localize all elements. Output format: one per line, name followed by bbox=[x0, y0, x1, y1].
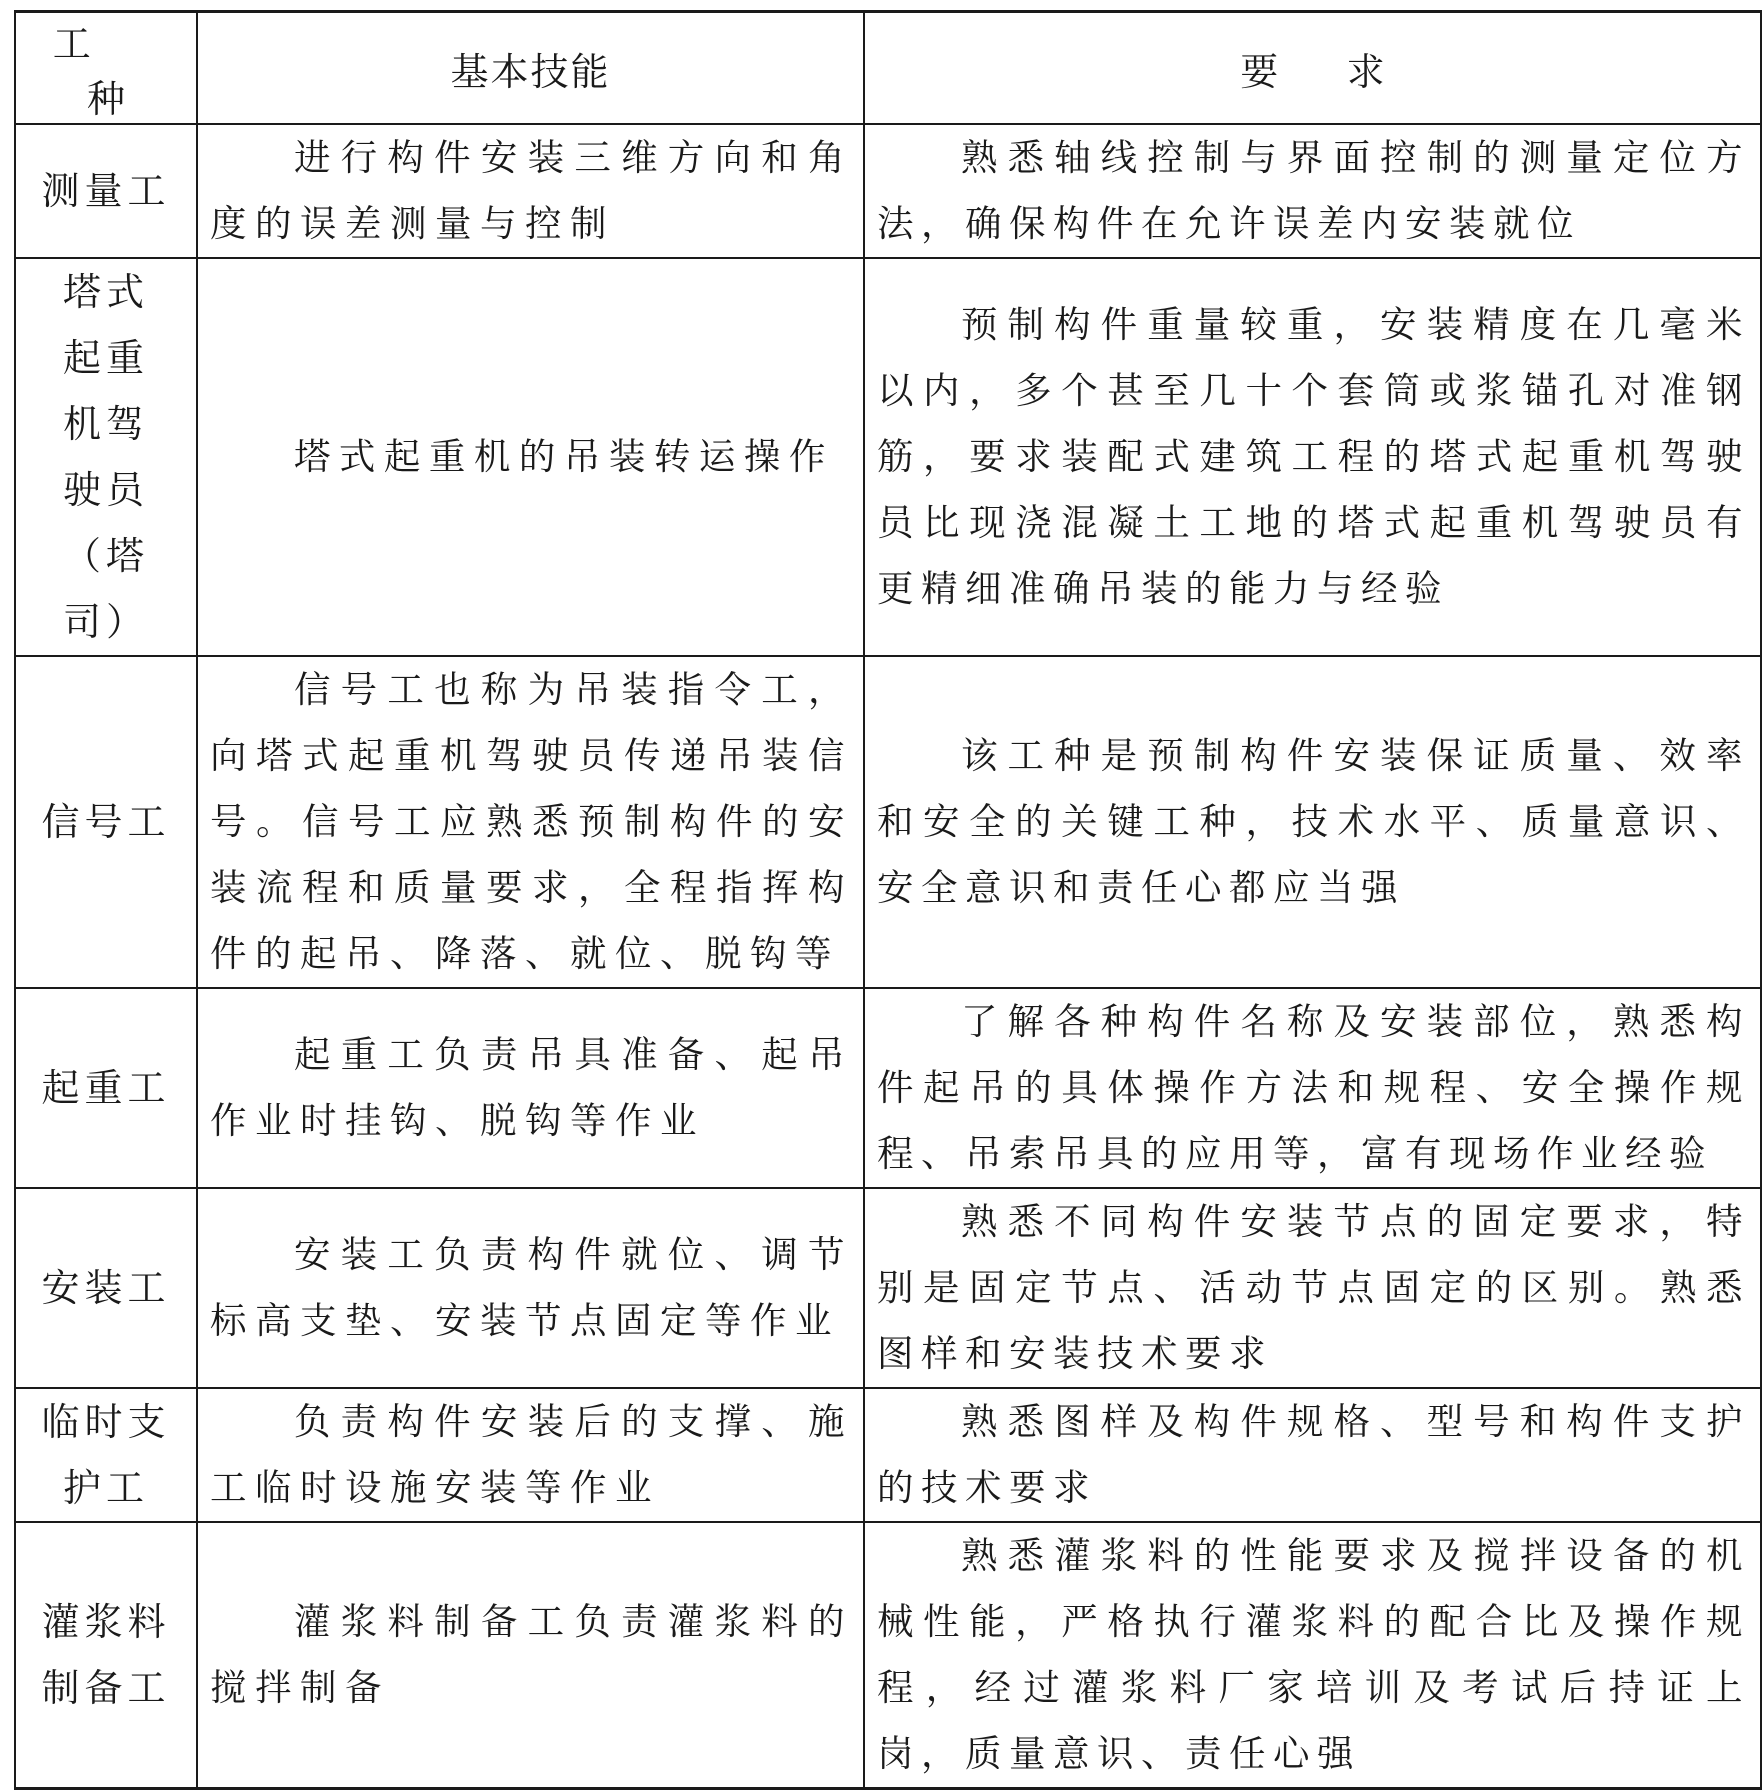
row-requirement-cell bbox=[864, 124, 1761, 258]
row-type: 信号工 bbox=[41, 800, 171, 844]
row-type-cell bbox=[15, 258, 197, 656]
row-requirement: 预制构件重量较重，安装精度在几毫米以内，多个甚至几十个套筒或浆锚孔对准钢筋，要求装配式建筑工程的塔式起重机驾驶员比现浇混凝土工地的塔式起重机驾驶员有更精细准确吊装的能力与经验 bbox=[877, 303, 1750, 610]
row-type: 灌浆料制备工 bbox=[41, 1600, 171, 1710]
header-type-label: 工种 bbox=[52, 22, 194, 121]
row-skill-cell bbox=[197, 124, 864, 258]
row-skill-cell bbox=[197, 656, 864, 988]
row-skill: 负责构件安装后的支撑、施工临时设施安装等作业 bbox=[210, 1400, 853, 1509]
row-skill: 塔式起重机的吊装转运操作 bbox=[293, 435, 834, 478]
row-type: 起重工 bbox=[41, 1066, 171, 1110]
row-type-cell bbox=[15, 1522, 197, 1789]
row-type-cell bbox=[15, 656, 197, 988]
row-skill-cell bbox=[197, 258, 864, 656]
row-requirement: 该工种是预制构件安装保证质量、效率和安全的关键工种，技术水平、质量意识、安全意识和责任心都应当强 bbox=[877, 734, 1750, 909]
row-skill: 灌浆料制备工负责灌浆料的搅拌制备 bbox=[210, 1600, 853, 1709]
row-requirement: 了解各种构件名称及安装部位，熟悉构件起吊的具体操作方法和规程、安全操作规程、吊索吊具的应用等，富有现场作业经验 bbox=[877, 1000, 1750, 1175]
skills-table bbox=[14, 10, 1762, 1790]
row-type-cell bbox=[15, 124, 197, 258]
header-type bbox=[15, 12, 197, 125]
table-row bbox=[15, 1188, 1761, 1388]
row-requirement-cell bbox=[864, 656, 1761, 988]
row-requirement-cell bbox=[864, 1522, 1761, 1789]
row-skill-cell bbox=[197, 1188, 864, 1388]
row-requirement: 熟悉轴线控制与界面控制的测量定位方法，确保构件在允许误差内安装就位 bbox=[877, 136, 1750, 245]
table-row bbox=[15, 656, 1761, 988]
header-skill-label: 基本技能 bbox=[450, 49, 611, 94]
table-header-row bbox=[15, 12, 1761, 125]
header-requirement bbox=[864, 12, 1761, 125]
row-type: 安装工 bbox=[41, 1266, 171, 1310]
row-requirement-cell bbox=[864, 1388, 1761, 1522]
row-requirement: 熟悉图样及构件规格、型号和构件支护的技术要求 bbox=[877, 1400, 1750, 1509]
row-type: 塔式起重机驾驶员（塔司） bbox=[62, 270, 149, 644]
row-skill-cell bbox=[197, 1522, 864, 1789]
table-row bbox=[15, 258, 1761, 656]
table-row bbox=[15, 124, 1761, 258]
row-skill: 信号工也称为吊装指令工，向塔式起重机驾驶员传递吊装信号。信号工应熟悉预制构件的安装流程和质量要求，全程指挥构件的起吊、降落、就位、脱钩等 bbox=[210, 668, 853, 975]
header-requirement-label: 要求 bbox=[1240, 49, 1454, 94]
row-skill: 起重工负责吊具准备、起吊作业时挂钩、脱钩等作业 bbox=[210, 1033, 853, 1142]
table-row bbox=[15, 988, 1761, 1188]
row-skill: 进行构件安装三维方向和角度的误差测量与控制 bbox=[210, 136, 853, 245]
row-requirement-cell bbox=[864, 988, 1761, 1188]
row-skill: 安装工负责构件就位、调节标高支垫、安装节点固定等作业 bbox=[210, 1233, 853, 1342]
row-requirement: 熟悉不同构件安装节点的固定要求，特别是固定节点、活动节点固定的区别。熟悉图样和安装技术要求 bbox=[877, 1200, 1750, 1375]
row-requirement: 熟悉灌浆料的性能要求及搅拌设备的机械性能，严格执行灌浆料的配合比及操作规程，经过灌浆料厂家培训及考试后持证上岗，质量意识、责任心强 bbox=[877, 1534, 1750, 1775]
table-row bbox=[15, 1388, 1761, 1522]
row-requirement-cell bbox=[864, 258, 1761, 656]
row-type-cell bbox=[15, 1388, 197, 1522]
table-row bbox=[15, 1522, 1761, 1789]
row-skill-cell bbox=[197, 1388, 864, 1522]
row-skill-cell bbox=[197, 988, 864, 1188]
header-skill bbox=[197, 12, 864, 125]
row-type: 测量工 bbox=[41, 169, 171, 213]
row-requirement-cell bbox=[864, 1188, 1761, 1388]
row-type-cell bbox=[15, 988, 197, 1188]
row-type-cell bbox=[15, 1188, 197, 1388]
row-type: 临时支护工 bbox=[41, 1400, 171, 1510]
